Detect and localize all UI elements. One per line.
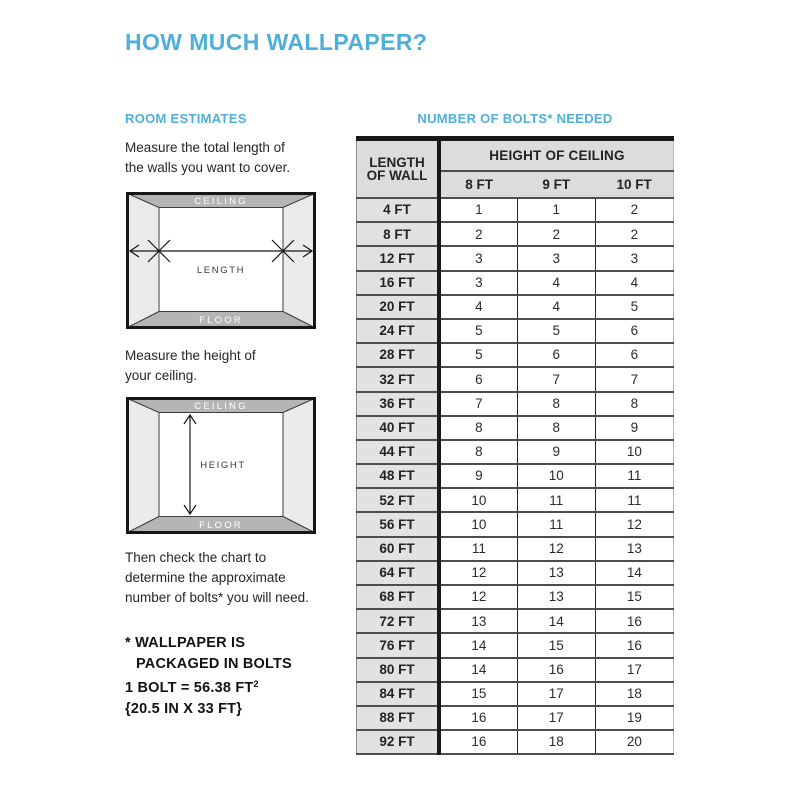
text-line: the walls you want to cover. [125, 160, 291, 175]
bolt-count-cell: 5 [439, 319, 517, 343]
bolt-count-cell: 16 [595, 609, 673, 633]
wall-length-cell: 48 FT [357, 464, 440, 488]
table-row [357, 512, 674, 536]
text-line: determine the approximate [125, 570, 286, 585]
table-row [357, 633, 674, 657]
text-line: LENGTH [369, 154, 425, 170]
bolt-count-cell: 4 [517, 271, 595, 295]
bolt-count-cell: 14 [439, 633, 517, 657]
table-row [357, 392, 674, 416]
bolt-count-cell: 6 [517, 343, 595, 367]
text-line: Measure the total length of [125, 140, 285, 155]
bolt-count-cell: 1 [439, 198, 517, 222]
table-row [357, 271, 674, 295]
ceiling-label: CEILING [194, 196, 248, 207]
bolt-count-cell: 11 [595, 488, 673, 512]
bolts-table-body [357, 198, 674, 754]
bolt-count-cell: 10 [595, 440, 673, 464]
floor-label: FLOOR [199, 315, 243, 326]
wall-length-cell: 8 FT [357, 222, 440, 246]
header-row-group [357, 139, 674, 172]
bolt-count-cell: 16 [595, 633, 673, 657]
table-row [357, 319, 674, 343]
table-row [357, 609, 674, 633]
text-line: your ceiling. [125, 368, 198, 383]
bolt-count-cell: 3 [439, 271, 517, 295]
wall-length-cell: 40 FT [357, 416, 440, 440]
wall-length-cell: 68 FT [357, 585, 440, 609]
wall-length-cell: 80 FT [357, 658, 440, 682]
wall-length-cell: 92 FT [357, 730, 440, 754]
wall-length-cell: 28 FT [357, 343, 440, 367]
bolts-table-head [357, 139, 674, 199]
wall-length-cell: 32 FT [357, 367, 440, 391]
bolt-count-cell: 11 [517, 488, 595, 512]
bolt-count-cell: 17 [595, 658, 673, 682]
bolt-count-cell: 18 [595, 682, 673, 706]
bolt-count-cell: 9 [439, 464, 517, 488]
bolt-count-cell: 7 [595, 367, 673, 391]
bolt-count-cell: 14 [595, 561, 673, 585]
room-estimates-heading: ROOM ESTIMATES [125, 111, 247, 126]
step3-text [125, 548, 309, 608]
bolt-count-cell: 5 [517, 319, 595, 343]
table-row [357, 706, 674, 730]
bolt-count-cell: 10 [439, 512, 517, 536]
bolt-count-cell: 15 [595, 585, 673, 609]
bolt-count-cell: 5 [595, 295, 673, 319]
bolt-count-cell: 13 [439, 609, 517, 633]
bolt-count-cell: 9 [595, 416, 673, 440]
bolt-count-cell: 8 [517, 416, 595, 440]
wall-length-header [357, 139, 440, 199]
wall-length-cell: 60 FT [357, 537, 440, 561]
wall-length-cell: 44 FT [357, 440, 440, 464]
table-row [357, 222, 674, 246]
bolt-count-cell: 14 [439, 658, 517, 682]
bolt-count-cell: 1 [517, 198, 595, 222]
bolt-count-cell: 3 [439, 246, 517, 270]
wall-length-cell: 56 FT [357, 512, 440, 536]
bolt-size-info [125, 674, 259, 720]
bolt-count-cell: 2 [595, 222, 673, 246]
table-row [357, 464, 674, 488]
table-row [357, 682, 674, 706]
text-line: 1 BOLT = 56.38 FT [125, 680, 254, 696]
length-diagram [126, 192, 316, 329]
table-row [357, 416, 674, 440]
ceiling-height-header: HEIGHT OF CEILING [439, 139, 674, 172]
wall-length-cell: 84 FT [357, 682, 440, 706]
height-label: HEIGHT [200, 460, 246, 471]
bolt-count-cell: 8 [439, 416, 517, 440]
column-header-9ft: 9 FT [517, 171, 595, 198]
bolts-table [356, 136, 674, 755]
bolt-count-cell: 2 [517, 222, 595, 246]
bolt-count-cell: 11 [439, 537, 517, 561]
bolt-count-cell: 2 [439, 222, 517, 246]
bolt-count-cell: 6 [595, 319, 673, 343]
text-line: Measure the height of [125, 348, 256, 363]
text-line: Then check the chart to [125, 550, 267, 565]
bolt-count-cell: 4 [595, 271, 673, 295]
bolt-count-cell: 4 [517, 295, 595, 319]
text-line: number of bolts* you will need. [125, 590, 309, 605]
superscript-exponent: 2 [253, 679, 259, 689]
bolt-count-cell: 7 [439, 392, 517, 416]
bolt-count-cell: 11 [595, 464, 673, 488]
bolt-count-cell: 12 [595, 512, 673, 536]
bolt-count-cell: 7 [517, 367, 595, 391]
text-line: * WALLPAPER IS [125, 635, 246, 651]
bolt-count-cell: 12 [517, 537, 595, 561]
right-wall [283, 399, 315, 533]
step1-text [125, 138, 290, 178]
wall-length-cell: 20 FT [357, 295, 440, 319]
height-diagram [126, 397, 316, 534]
table-row [357, 246, 674, 270]
table-row [357, 488, 674, 512]
wall-length-cell: 64 FT [357, 561, 440, 585]
left-wall [128, 399, 160, 533]
bolt-count-cell: 17 [517, 706, 595, 730]
wall-length-cell: 4 FT [357, 198, 440, 222]
bolt-count-cell: 9 [517, 440, 595, 464]
length-label: LENGTH [196, 265, 246, 276]
bolt-count-cell: 20 [595, 730, 673, 754]
wall-length-cell: 72 FT [357, 609, 440, 633]
bolt-count-cell: 13 [595, 537, 673, 561]
bolt-count-cell: 17 [517, 682, 595, 706]
text-line: PACKAGED IN BOLTS [136, 656, 292, 672]
bolt-count-cell: 10 [439, 488, 517, 512]
bolt-count-cell: 8 [439, 440, 517, 464]
wall-length-cell: 88 FT [357, 706, 440, 730]
bolt-count-cell: 2 [595, 198, 673, 222]
text-line: OF WALL [366, 168, 428, 183]
left-wall [128, 194, 160, 328]
table-row [357, 198, 674, 222]
table-row [357, 585, 674, 609]
bolt-count-cell: 16 [517, 658, 595, 682]
floor-label: FLOOR [199, 520, 243, 531]
bolt-count-cell: 13 [517, 561, 595, 585]
ceiling-label: CEILING [194, 401, 248, 412]
step2-text [125, 346, 256, 386]
table-row [357, 440, 674, 464]
bolt-count-cell: 3 [595, 246, 673, 270]
table-row [357, 658, 674, 682]
table-row [357, 367, 674, 391]
bolt-count-cell: 15 [439, 682, 517, 706]
bolt-count-cell: 16 [439, 706, 517, 730]
wall-length-cell: 76 FT [357, 633, 440, 657]
bolt-count-cell: 18 [517, 730, 595, 754]
bolts-table-heading: NUMBER OF BOLTS* NEEDED [417, 111, 613, 126]
wall-length-cell: 52 FT [357, 488, 440, 512]
wall-length-cell: 12 FT [357, 246, 440, 270]
bolt-count-cell: 14 [517, 609, 595, 633]
column-header-10ft: 10 FT [595, 171, 673, 198]
bolt-count-cell: 12 [439, 561, 517, 585]
bolt-count-cell: 16 [439, 730, 517, 754]
bolt-count-cell: 11 [517, 512, 595, 536]
wall-length-cell: 36 FT [357, 392, 440, 416]
table-row [357, 730, 674, 754]
wall-length-cell: 24 FT [357, 319, 440, 343]
bolt-count-cell: 6 [595, 343, 673, 367]
bolt-count-cell: 13 [517, 585, 595, 609]
bolt-count-cell: 19 [595, 706, 673, 730]
bolt-count-cell: 4 [439, 295, 517, 319]
wall-length-cell: 16 FT [357, 271, 440, 295]
right-wall [283, 194, 315, 328]
table-row [357, 561, 674, 585]
bolt-count-cell: 15 [517, 633, 595, 657]
bolt-count-cell: 8 [517, 392, 595, 416]
bolt-count-cell: 12 [439, 585, 517, 609]
bolt-count-cell: 5 [439, 343, 517, 367]
table-row [357, 537, 674, 561]
bolt-dimensions: {20.5 IN X 33 FT} [125, 701, 243, 717]
bolt-count-cell: 8 [595, 392, 673, 416]
table-row [357, 343, 674, 367]
bolts-packaging-note [125, 633, 292, 675]
page-title: HOW MUCH WALLPAPER? [125, 29, 428, 55]
bolt-count-cell: 6 [439, 367, 517, 391]
column-header-8ft: 8 FT [439, 171, 517, 198]
bolt-count-cell: 10 [517, 464, 595, 488]
bolt-count-cell: 3 [517, 246, 595, 270]
bolts-table-container [356, 136, 674, 755]
bolt-equation [125, 680, 259, 696]
table-row [357, 295, 674, 319]
